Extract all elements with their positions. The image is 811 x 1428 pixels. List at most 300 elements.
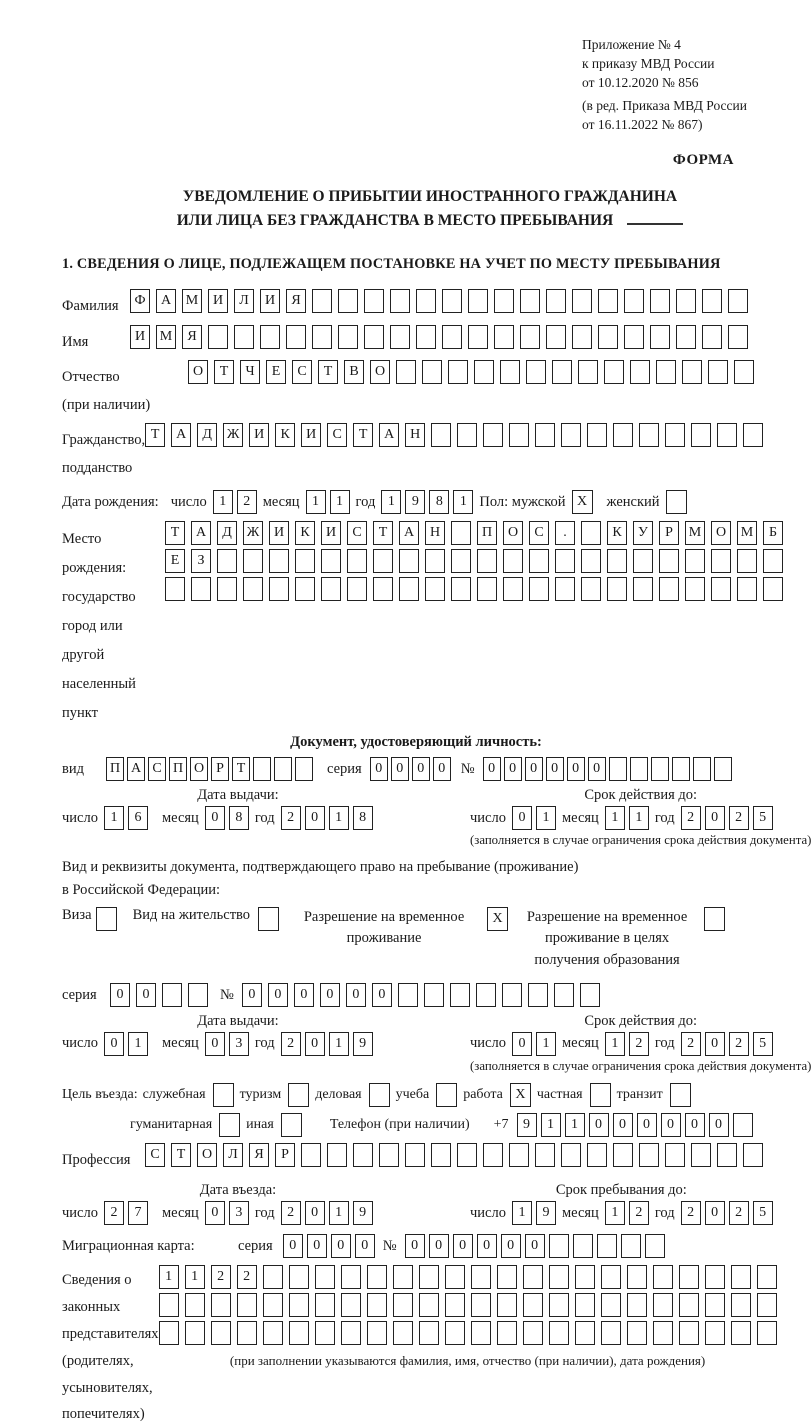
citizenship-char-box[interactable] — [509, 423, 529, 447]
entry-year-box[interactable]: 0 — [305, 1201, 325, 1225]
legal-reps-char-box[interactable] — [705, 1293, 725, 1317]
legal-reps-char-box[interactable] — [211, 1321, 231, 1345]
citizenship-char-box[interactable]: Т — [145, 423, 165, 447]
doc-kind-char-box[interactable]: П — [169, 757, 187, 781]
phone-digit-box[interactable]: 0 — [589, 1113, 609, 1137]
legal-reps-char-box[interactable] — [705, 1321, 725, 1345]
entry-day-box[interactable]: 7 — [128, 1201, 148, 1225]
profession-char-box[interactable] — [535, 1143, 555, 1167]
birth-year-box[interactable]: 8 — [429, 490, 449, 514]
doc-kind-char-box[interactable] — [253, 757, 271, 781]
patronymic-char-box[interactable] — [474, 360, 494, 384]
mc-series-box[interactable]: 0 — [355, 1234, 375, 1258]
legal-reps-char-box[interactable] — [497, 1293, 517, 1317]
birth-year-box[interactable]: 1 — [453, 490, 473, 514]
profession-char-box[interactable]: Л — [223, 1143, 243, 1167]
legal-reps-char-box[interactable] — [419, 1265, 439, 1289]
given-name-char-box[interactable] — [390, 325, 410, 349]
entry-month-box[interactable]: 3 — [229, 1201, 249, 1225]
rvp-valid-year-box[interactable]: 2 — [681, 1032, 701, 1056]
legal-reps-char-box[interactable] — [211, 1293, 231, 1317]
birth-place-char-box[interactable] — [763, 577, 783, 601]
birth-year-box[interactable]: 9 — [405, 490, 425, 514]
purpose-transit-checkbox[interactable] — [670, 1083, 691, 1107]
citizenship-char-box[interactable]: К — [275, 423, 295, 447]
rvp-valid-month-box[interactable]: 2 — [629, 1032, 649, 1056]
citizenship-char-box[interactable]: Д — [197, 423, 217, 447]
birth-place-char-box[interactable]: . — [555, 521, 575, 545]
profession-char-box[interactable] — [587, 1143, 607, 1167]
doc-number-box[interactable] — [630, 757, 648, 781]
mc-number-box[interactable] — [621, 1234, 641, 1258]
doc-valid-year-box[interactable]: 0 — [705, 806, 725, 830]
phone-digit-box[interactable]: 0 — [613, 1113, 633, 1137]
profession-char-box[interactable] — [639, 1143, 659, 1167]
citizenship-char-box[interactable] — [717, 423, 737, 447]
citizenship-char-box[interactable] — [691, 423, 711, 447]
mc-number-box[interactable]: 0 — [477, 1234, 497, 1258]
given-name-char-box[interactable] — [286, 325, 306, 349]
birth-place-char-box[interactable] — [399, 577, 419, 601]
legal-reps-char-box[interactable] — [445, 1293, 465, 1317]
legal-reps-char-box[interactable] — [653, 1321, 673, 1345]
surname-char-box[interactable] — [572, 289, 592, 313]
birth-place-char-box[interactable] — [763, 549, 783, 573]
birth-place-char-box[interactable] — [659, 577, 679, 601]
entry-year-box[interactable]: 1 — [329, 1201, 349, 1225]
given-name-char-box[interactable] — [598, 325, 618, 349]
doc-kind-char-box[interactable]: А — [127, 757, 145, 781]
birth-place-char-box[interactable] — [373, 577, 393, 601]
surname-char-box[interactable] — [494, 289, 514, 313]
given-name-char-box[interactable]: И — [130, 325, 150, 349]
birth-month-box[interactable]: 1 — [306, 490, 326, 514]
purpose-private-checkbox[interactable] — [590, 1083, 611, 1107]
legal-reps-char-box[interactable] — [601, 1265, 621, 1289]
legal-reps-char-box[interactable] — [757, 1321, 777, 1345]
patronymic-char-box[interactable] — [656, 360, 676, 384]
legal-reps-char-box[interactable] — [523, 1293, 543, 1317]
rvp-number-box[interactable]: 0 — [242, 983, 262, 1007]
given-name-char-box[interactable] — [572, 325, 592, 349]
legal-reps-char-box[interactable] — [679, 1265, 699, 1289]
doc-number-box[interactable] — [693, 757, 711, 781]
rvp-number-box[interactable]: 0 — [320, 983, 340, 1007]
stay-year-box[interactable]: 2 — [729, 1201, 749, 1225]
rvp-issue-day-box[interactable]: 1 — [128, 1032, 148, 1056]
doc-issue-year-box[interactable]: 2 — [281, 806, 301, 830]
legal-reps-char-box[interactable] — [263, 1321, 283, 1345]
legal-reps-char-box[interactable] — [315, 1293, 335, 1317]
birth-place-char-box[interactable] — [425, 549, 445, 573]
given-name-char-box[interactable] — [416, 325, 436, 349]
citizenship-char-box[interactable]: А — [171, 423, 191, 447]
profession-char-box[interactable] — [327, 1143, 347, 1167]
mc-number-box[interactable]: 0 — [405, 1234, 425, 1258]
mc-number-box[interactable] — [597, 1234, 617, 1258]
birth-place-char-box[interactable]: З — [191, 549, 211, 573]
phone-digit-box[interactable]: 0 — [637, 1113, 657, 1137]
birth-place-char-box[interactable] — [529, 577, 549, 601]
birth-place-char-box[interactable]: Ж — [243, 521, 263, 545]
birth-month-box[interactable]: 1 — [330, 490, 350, 514]
surname-char-box[interactable] — [390, 289, 410, 313]
citizenship-char-box[interactable]: И — [249, 423, 269, 447]
birth-place-char-box[interactable] — [243, 549, 263, 573]
patronymic-char-box[interactable]: Е — [266, 360, 286, 384]
legal-reps-char-box[interactable] — [393, 1293, 413, 1317]
profession-char-box[interactable] — [301, 1143, 321, 1167]
citizenship-char-box[interactable] — [587, 423, 607, 447]
profession-char-box[interactable]: Я — [249, 1143, 269, 1167]
birth-place-char-box[interactable]: А — [399, 521, 419, 545]
legal-reps-char-box[interactable] — [289, 1293, 309, 1317]
temp-residence-edu-checkbox[interactable] — [704, 907, 725, 931]
doc-number-box[interactable]: 0 — [525, 757, 543, 781]
surname-char-box[interactable] — [312, 289, 332, 313]
citizenship-char-box[interactable] — [535, 423, 555, 447]
mc-series-box[interactable]: 0 — [283, 1234, 303, 1258]
rvp-issue-month-box[interactable]: 3 — [229, 1032, 249, 1056]
birth-place-char-box[interactable] — [321, 549, 341, 573]
doc-issue-day-box[interactable]: 1 — [104, 806, 124, 830]
doc-valid-year-box[interactable]: 2 — [681, 806, 701, 830]
mc-number-box[interactable]: 0 — [453, 1234, 473, 1258]
doc-number-box[interactable] — [714, 757, 732, 781]
given-name-char-box[interactable] — [702, 325, 722, 349]
surname-char-box[interactable] — [416, 289, 436, 313]
birth-place-char-box[interactable] — [373, 549, 393, 573]
legal-reps-char-box[interactable]: 1 — [159, 1265, 179, 1289]
citizenship-char-box[interactable] — [431, 423, 451, 447]
mc-number-box[interactable]: 0 — [525, 1234, 545, 1258]
given-name-char-box[interactable] — [312, 325, 332, 349]
given-name-char-box[interactable] — [650, 325, 670, 349]
birth-place-char-box[interactable] — [737, 577, 757, 601]
patronymic-char-box[interactable] — [448, 360, 468, 384]
rvp-number-box[interactable]: 0 — [294, 983, 314, 1007]
given-name-char-box[interactable] — [624, 325, 644, 349]
legal-reps-char-box[interactable] — [471, 1293, 491, 1317]
doc-kind-char-box[interactable]: О — [190, 757, 208, 781]
profession-char-box[interactable] — [405, 1143, 425, 1167]
rvp-series-box[interactable]: 0 — [110, 983, 130, 1007]
doc-issue-month-box[interactable]: 0 — [205, 806, 225, 830]
doc-number-box[interactable] — [609, 757, 627, 781]
legal-reps-char-box[interactable] — [679, 1321, 699, 1345]
stay-day-box[interactable]: 1 — [512, 1201, 532, 1225]
citizenship-char-box[interactable] — [483, 423, 503, 447]
rvp-valid-day-box[interactable]: 1 — [536, 1032, 556, 1056]
surname-char-box[interactable]: Ф — [130, 289, 150, 313]
given-name-char-box[interactable] — [676, 325, 696, 349]
phone-digit-box[interactable]: 9 — [517, 1113, 537, 1137]
stay-year-box[interactable]: 5 — [753, 1201, 773, 1225]
stay-year-box[interactable]: 2 — [681, 1201, 701, 1225]
purpose-official-checkbox[interactable] — [213, 1083, 234, 1107]
rvp-series-box[interactable] — [162, 983, 182, 1007]
mc-series-box[interactable]: 0 — [307, 1234, 327, 1258]
legal-reps-char-box[interactable] — [367, 1265, 387, 1289]
doc-series-box[interactable]: 0 — [433, 757, 451, 781]
birth-place-char-box[interactable]: С — [529, 521, 549, 545]
citizenship-char-box[interactable] — [613, 423, 633, 447]
legal-reps-char-box[interactable] — [627, 1321, 647, 1345]
birth-place-char-box[interactable] — [477, 577, 497, 601]
legal-reps-char-box[interactable] — [393, 1321, 413, 1345]
patronymic-char-box[interactable]: О — [188, 360, 208, 384]
rvp-number-box[interactable] — [424, 983, 444, 1007]
birth-place-char-box[interactable]: А — [191, 521, 211, 545]
given-name-char-box[interactable]: Я — [182, 325, 202, 349]
profession-char-box[interactable] — [353, 1143, 373, 1167]
patronymic-char-box[interactable] — [682, 360, 702, 384]
sex-male-checkbox[interactable]: X — [572, 490, 593, 514]
birth-place-char-box[interactable]: Т — [373, 521, 393, 545]
phone-digit-box[interactable] — [733, 1113, 753, 1137]
birth-place-char-box[interactable] — [607, 549, 627, 573]
doc-number-box[interactable]: 0 — [504, 757, 522, 781]
surname-char-box[interactable] — [468, 289, 488, 313]
surname-char-box[interactable]: М — [182, 289, 202, 313]
birth-place-char-box[interactable] — [607, 577, 627, 601]
birth-place-char-box[interactable] — [269, 577, 289, 601]
profession-char-box[interactable] — [483, 1143, 503, 1167]
rvp-issue-year-box[interactable]: 9 — [353, 1032, 373, 1056]
legal-reps-char-box[interactable] — [497, 1321, 517, 1345]
legal-reps-char-box[interactable] — [367, 1293, 387, 1317]
phone-digit-box[interactable]: 0 — [709, 1113, 729, 1137]
surname-char-box[interactable]: И — [208, 289, 228, 313]
rvp-valid-year-box[interactable]: 0 — [705, 1032, 725, 1056]
doc-kind-char-box[interactable]: П — [106, 757, 124, 781]
legal-reps-char-box[interactable] — [601, 1293, 621, 1317]
doc-number-box[interactable] — [651, 757, 669, 781]
birth-place-char-box[interactable] — [347, 577, 367, 601]
birth-place-char-box[interactable] — [347, 549, 367, 573]
phone-digit-box[interactable]: 1 — [565, 1113, 585, 1137]
doc-number-box[interactable]: 0 — [546, 757, 564, 781]
birth-place-char-box[interactable] — [659, 549, 679, 573]
birth-place-char-box[interactable] — [477, 549, 497, 573]
birth-place-char-box[interactable] — [217, 577, 237, 601]
citizenship-char-box[interactable]: Н — [405, 423, 425, 447]
purpose-business-checkbox[interactable] — [369, 1083, 390, 1107]
legal-reps-char-box[interactable] — [471, 1265, 491, 1289]
profession-char-box[interactable] — [613, 1143, 633, 1167]
rvp-number-box[interactable] — [528, 983, 548, 1007]
birth-place-char-box[interactable] — [503, 577, 523, 601]
legal-reps-char-box[interactable] — [445, 1265, 465, 1289]
birth-place-char-box[interactable] — [165, 577, 185, 601]
rvp-number-box[interactable] — [450, 983, 470, 1007]
form-number-blank[interactable] — [627, 223, 683, 225]
birth-place-char-box[interactable]: Т — [165, 521, 185, 545]
patronymic-char-box[interactable] — [526, 360, 546, 384]
legal-reps-char-box[interactable] — [575, 1321, 595, 1345]
birth-place-char-box[interactable] — [581, 549, 601, 573]
purpose-study-checkbox[interactable] — [436, 1083, 457, 1107]
visa-checkbox[interactable] — [96, 907, 117, 931]
birth-place-char-box[interactable] — [451, 549, 471, 573]
patronymic-char-box[interactable]: Т — [214, 360, 234, 384]
rvp-valid-year-box[interactable]: 2 — [729, 1032, 749, 1056]
profession-char-box[interactable]: О — [197, 1143, 217, 1167]
surname-char-box[interactable]: Я — [286, 289, 306, 313]
doc-number-box[interactable]: 0 — [567, 757, 585, 781]
birth-place-char-box[interactable] — [737, 549, 757, 573]
profession-char-box[interactable]: С — [145, 1143, 165, 1167]
birth-place-char-box[interactable] — [581, 577, 601, 601]
legal-reps-char-box[interactable] — [159, 1293, 179, 1317]
birth-place-char-box[interactable]: Б — [763, 521, 783, 545]
legal-reps-char-box[interactable] — [653, 1265, 673, 1289]
rvp-number-box[interactable] — [398, 983, 418, 1007]
patronymic-char-box[interactable]: В — [344, 360, 364, 384]
sex-female-checkbox[interactable] — [666, 490, 687, 514]
legal-reps-char-box[interactable] — [289, 1321, 309, 1345]
stay-year-box[interactable]: 0 — [705, 1201, 725, 1225]
given-name-char-box[interactable]: М — [156, 325, 176, 349]
legal-reps-char-box[interactable] — [237, 1293, 257, 1317]
legal-reps-char-box[interactable] — [757, 1265, 777, 1289]
doc-kind-char-box[interactable] — [295, 757, 313, 781]
rvp-series-box[interactable] — [188, 983, 208, 1007]
birth-place-char-box[interactable] — [555, 549, 575, 573]
doc-valid-month-box[interactable]: 1 — [605, 806, 625, 830]
patronymic-char-box[interactable] — [396, 360, 416, 384]
citizenship-char-box[interactable] — [665, 423, 685, 447]
profession-char-box[interactable] — [431, 1143, 451, 1167]
legal-reps-char-box[interactable] — [575, 1293, 595, 1317]
doc-series-box[interactable]: 0 — [391, 757, 409, 781]
legal-reps-char-box[interactable] — [523, 1321, 543, 1345]
birth-place-char-box[interactable] — [529, 549, 549, 573]
legal-reps-char-box[interactable] — [627, 1265, 647, 1289]
surname-char-box[interactable] — [598, 289, 618, 313]
birth-place-char-box[interactable]: Р — [659, 521, 679, 545]
citizenship-char-box[interactable]: И — [301, 423, 321, 447]
birth-place-char-box[interactable] — [295, 549, 315, 573]
legal-reps-char-box[interactable] — [445, 1321, 465, 1345]
phone-digit-box[interactable]: 1 — [541, 1113, 561, 1137]
doc-kind-char-box[interactable]: Р — [211, 757, 229, 781]
patronymic-char-box[interactable]: Ч — [240, 360, 260, 384]
doc-valid-day-box[interactable]: 0 — [512, 806, 532, 830]
doc-issue-month-box[interactable]: 8 — [229, 806, 249, 830]
birth-place-char-box[interactable]: Д — [217, 521, 237, 545]
legal-reps-char-box[interactable] — [497, 1265, 517, 1289]
birth-place-char-box[interactable]: О — [503, 521, 523, 545]
doc-valid-month-box[interactable]: 1 — [629, 806, 649, 830]
birth-place-char-box[interactable]: И — [269, 521, 289, 545]
surname-char-box[interactable]: Л — [234, 289, 254, 313]
patronymic-char-box[interactable] — [708, 360, 728, 384]
given-name-char-box[interactable] — [468, 325, 488, 349]
rvp-number-box[interactable] — [502, 983, 522, 1007]
legal-reps-char-box[interactable] — [367, 1321, 387, 1345]
birth-place-char-box[interactable] — [425, 577, 445, 601]
rvp-number-box[interactable]: 0 — [346, 983, 366, 1007]
profession-char-box[interactable]: Р — [275, 1143, 295, 1167]
legal-reps-char-box[interactable] — [341, 1265, 361, 1289]
phone-digit-box[interactable]: 0 — [685, 1113, 705, 1137]
profession-char-box[interactable] — [717, 1143, 737, 1167]
rvp-valid-month-box[interactable]: 1 — [605, 1032, 625, 1056]
patronymic-char-box[interactable] — [500, 360, 520, 384]
legal-reps-char-box[interactable] — [471, 1321, 491, 1345]
legal-reps-char-box[interactable] — [653, 1293, 673, 1317]
birth-place-char-box[interactable]: Е — [165, 549, 185, 573]
legal-reps-char-box[interactable]: 2 — [211, 1265, 231, 1289]
legal-reps-char-box[interactable] — [575, 1265, 595, 1289]
given-name-char-box[interactable] — [546, 325, 566, 349]
mc-series-box[interactable]: 0 — [331, 1234, 351, 1258]
entry-year-box[interactable]: 9 — [353, 1201, 373, 1225]
profession-char-box[interactable] — [561, 1143, 581, 1167]
birth-place-char-box[interactable]: О — [711, 521, 731, 545]
given-name-char-box[interactable] — [208, 325, 228, 349]
legal-reps-char-box[interactable] — [731, 1265, 751, 1289]
birth-place-char-box[interactable] — [555, 577, 575, 601]
legal-reps-char-box[interactable] — [263, 1265, 283, 1289]
rvp-issue-day-box[interactable]: 0 — [104, 1032, 124, 1056]
doc-number-box[interactable] — [672, 757, 690, 781]
doc-valid-day-box[interactable]: 1 — [536, 806, 556, 830]
birth-place-char-box[interactable]: М — [685, 521, 705, 545]
surname-char-box[interactable] — [650, 289, 670, 313]
surname-char-box[interactable]: И — [260, 289, 280, 313]
legal-reps-char-box[interactable] — [419, 1321, 439, 1345]
mc-number-box[interactable] — [573, 1234, 593, 1258]
legal-reps-char-box[interactable] — [523, 1265, 543, 1289]
legal-reps-char-box[interactable] — [237, 1321, 257, 1345]
surname-char-box[interactable] — [520, 289, 540, 313]
legal-reps-char-box[interactable] — [185, 1293, 205, 1317]
legal-reps-char-box[interactable] — [263, 1293, 283, 1317]
rvp-series-box[interactable]: 0 — [136, 983, 156, 1007]
legal-reps-char-box[interactable] — [705, 1265, 725, 1289]
legal-reps-char-box[interactable] — [731, 1321, 751, 1345]
citizenship-char-box[interactable] — [457, 423, 477, 447]
rvp-issue-year-box[interactable]: 2 — [281, 1032, 301, 1056]
purpose-humanitarian-checkbox[interactable] — [219, 1113, 240, 1137]
legal-reps-char-box[interactable] — [341, 1321, 361, 1345]
patronymic-char-box[interactable] — [604, 360, 624, 384]
profession-char-box[interactable]: Т — [171, 1143, 191, 1167]
citizenship-char-box[interactable]: А — [379, 423, 399, 447]
legal-reps-char-box[interactable] — [731, 1293, 751, 1317]
patronymic-char-box[interactable] — [552, 360, 572, 384]
birth-day-box[interactable]: 2 — [237, 490, 257, 514]
rvp-number-box[interactable]: 0 — [268, 983, 288, 1007]
citizenship-char-box[interactable] — [743, 423, 763, 447]
stay-month-box[interactable]: 2 — [629, 1201, 649, 1225]
legal-reps-char-box[interactable] — [549, 1321, 569, 1345]
mc-number-box[interactable] — [549, 1234, 569, 1258]
surname-char-box[interactable] — [338, 289, 358, 313]
stay-day-box[interactable]: 9 — [536, 1201, 556, 1225]
profession-char-box[interactable] — [665, 1143, 685, 1167]
legal-reps-char-box[interactable] — [627, 1293, 647, 1317]
surname-char-box[interactable] — [546, 289, 566, 313]
legal-reps-char-box[interactable] — [315, 1321, 335, 1345]
given-name-char-box[interactable] — [338, 325, 358, 349]
citizenship-char-box[interactable] — [639, 423, 659, 447]
birth-day-box[interactable]: 1 — [213, 490, 233, 514]
birth-place-char-box[interactable]: П — [477, 521, 497, 545]
patronymic-char-box[interactable] — [422, 360, 442, 384]
